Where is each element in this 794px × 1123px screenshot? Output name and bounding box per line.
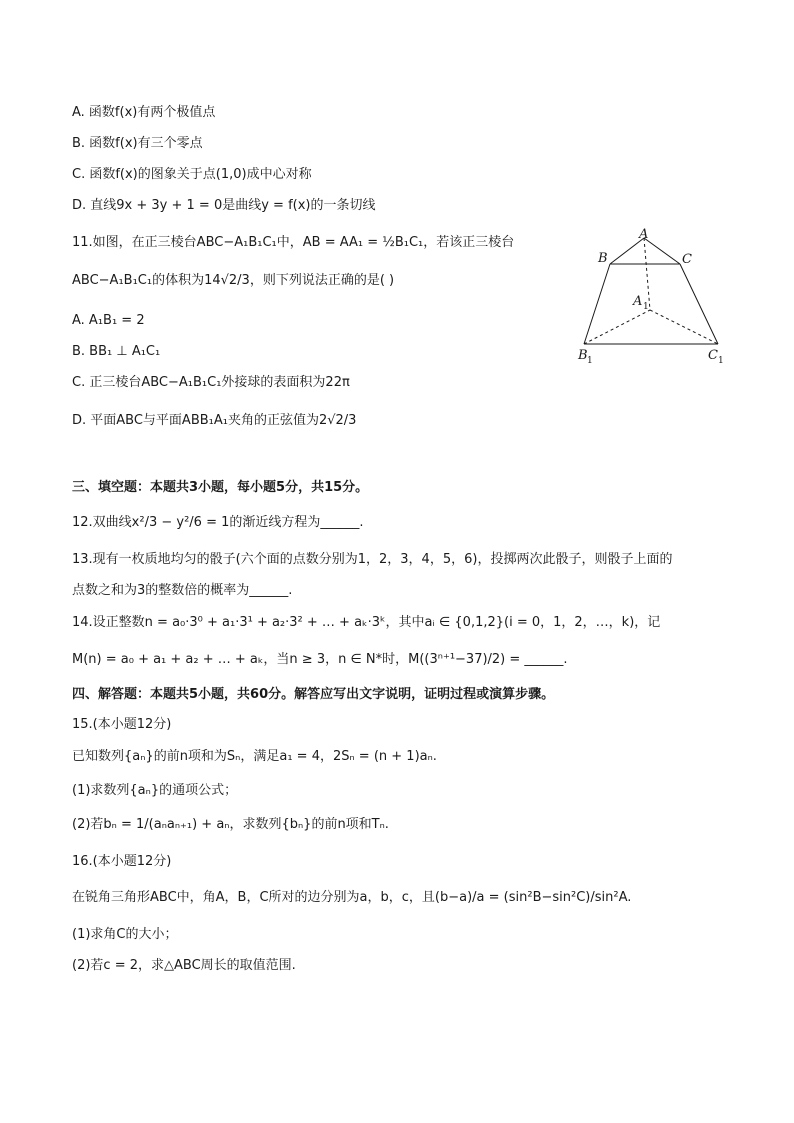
q16-part2: (2)若c = 2，求△ABC周长的取值范围. [72,958,296,973]
section3-heading: 三、填空题：本题共3小题，每小题5分，共15分。 [72,480,369,495]
q16-title: 16.(本小题12分) [72,854,172,869]
label-a1-sub: 1 [643,302,649,312]
q11-stem-line1: 11.如图，在正三棱台ABC−A₁B₁C₁中，AB = AA₁ = ½B₁C₁，若该正三棱台 [72,235,515,250]
q13-line2: 点数之和为3的整数倍的概率为______. [72,583,293,598]
q15-part2: (2)若bₙ = 1/(aₙaₙ₊₁) + aₙ，求数列{bₙ}的前n项和Tₙ. [72,817,389,832]
q10-option-c [72,166,312,184]
q15-title: 15.(本小题12分) [72,717,172,732]
label-a1: A [633,294,643,309]
q16-stem: 在锐角三角形ABC中，角A，B，C所对的边分别为a，b，c，且(b−a)/a = (sin²B−sin²C)/sin²A. [72,890,632,905]
q15-part1: (1)求数列{aₙ}的通项公式； [72,783,238,798]
q10-option-a [72,104,215,122]
q14-line2: M(n) = a₀ + a₁ + a₂ + … + aₖ，当n ≥ 3，n ∈ N*时，M((3ⁿ⁺¹−37)/2) = ______. [72,652,568,667]
frustum-figure [576,226,756,366]
label-b1-sub: 1 [587,356,593,366]
q11-option-a: A. A₁B₁ = 2 [72,313,145,328]
q10-option-d [72,197,375,215]
q10-option-a-text: A. 函数f(x)有两个极值点 [72,105,216,120]
q15-stem: 已知数列{aₙ}的前n项和为Sₙ，满足a₁ = 4，2Sₙ = (n + 1)aₙ. [72,749,437,764]
edge-ac [644,238,680,264]
q14-line1: 14.设正整数n = a₀·3⁰ + a₁·3¹ + a₂·3² + … + aₖ·3ᵏ，其中aᵢ ∈ {0,1,2}(i = 0，1，2，…，k)，记 [72,615,661,630]
q12-text: 12.双曲线x²/3 − y²/6 = 1的渐近线方程为______. [72,515,364,530]
label-b1: B [578,348,588,363]
q10-option-b [72,135,203,153]
label-c: C [682,252,692,267]
edge-a1c1 [650,310,718,344]
q10-option-c-text: C. 函数f(x)的图象关于点(1,0)成中心对称 [72,167,312,182]
label-c1-sub: 1 [718,356,724,366]
q16-part1: (1)求角C的大小； [72,927,178,942]
q10-option-b-text: B. 函数f(x)有三个零点 [72,136,203,151]
q13-line1: 13.现有一枚质地均匀的骰子(六个面的点数分别为1，2，3，4，5，6)，投掷两次此骰子，则骰子上面的 [72,552,673,567]
q11-option-b: B. BB₁ ⊥ A₁C₁ [72,344,161,359]
edge-aa1 [644,238,650,310]
label-a: A [639,227,649,242]
q11-stem-line2: ABC−A₁B₁C₁的体积为14√2/3，则下列说法正确的是( ) [72,273,395,288]
q11-option-d: D. 平面ABC与平面ABB₁A₁夹角的正弦值为2√2/3 [72,413,357,428]
label-c1: C [708,348,718,363]
label-b: B [598,251,608,266]
q10-option-d-text: D. 直线9x + 3y + 1 = 0是曲线y = f(x)的一条切线 [72,198,376,213]
edge-bb1 [584,264,610,344]
edge-cc1 [680,264,718,344]
section4-heading: 四、解答题：本题共5小题，共60分。解答应写出文字说明，证明过程或演算步骤。 [72,687,555,702]
q11-option-c: C. 正三棱台ABC−A₁B₁C₁外接球的表面积为22π [72,375,350,390]
